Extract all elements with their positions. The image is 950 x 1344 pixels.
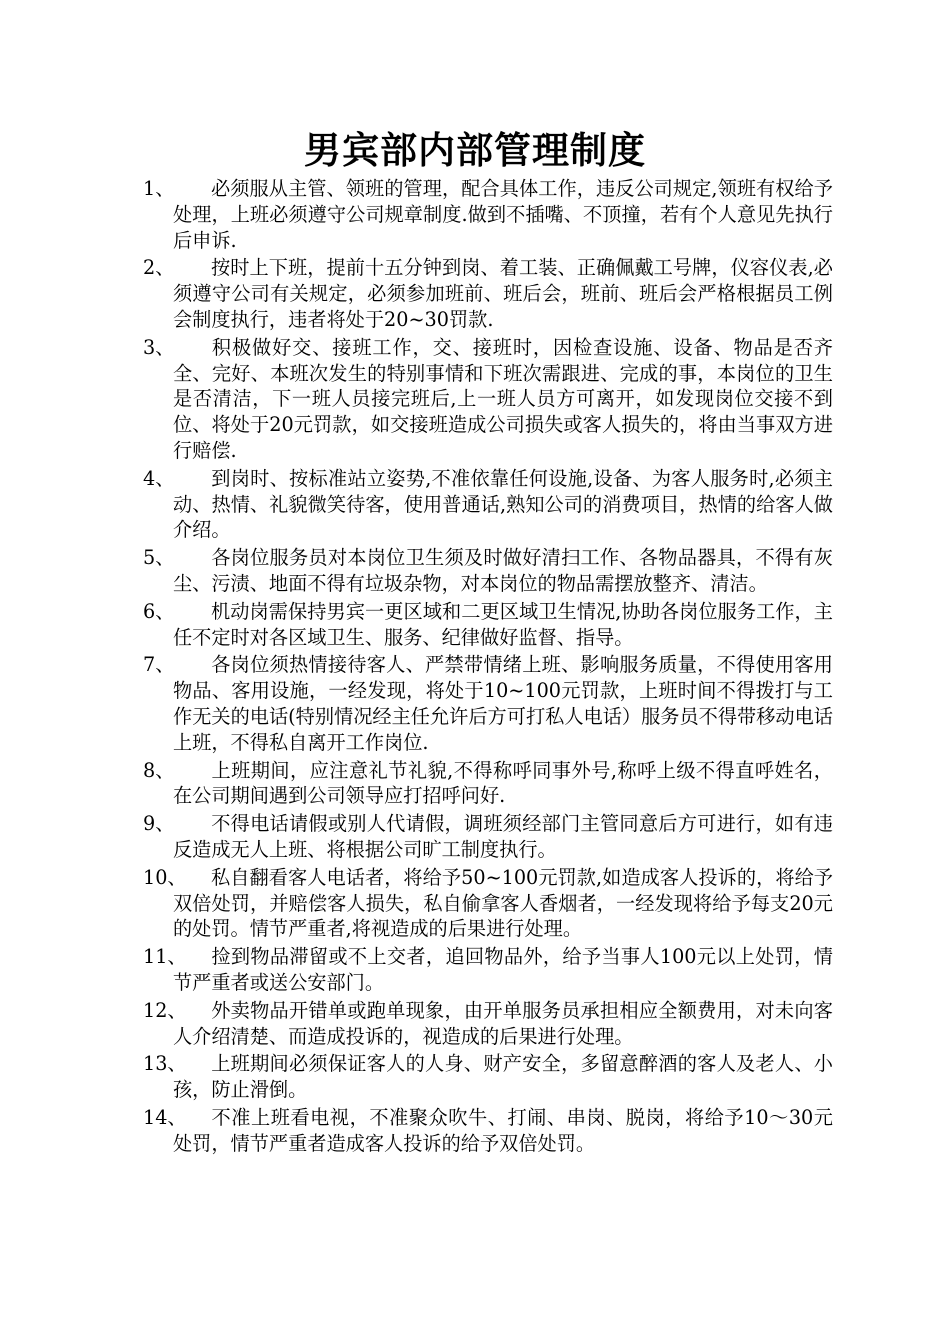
rule-item-12 [143, 998, 833, 1050]
rule-number: 6、 [143, 599, 175, 623]
rule-item-4 [143, 466, 833, 543]
rule-number: 3、 [143, 335, 175, 359]
rule-text: 各岗位须热情接待客人、严禁带情绪上班、影响服务质量，不得使用客用物品、客用设施，一经发现，将处于10~100元罚款，上班时间不得拨打与工作无关的电话(特别情况经主任允许后方可打私人电话）服务员不得带移动电话上班，不得私自离开工作岗位. [173, 653, 833, 754]
rule-number: 12、 [143, 998, 187, 1022]
rule-number: 4、 [143, 466, 175, 490]
rule-text: 积极做好交、接班工作，交、接班时，因检查设施、设备、物品是否齐全、完好、本班次发生的特别事情和下班次需跟进、完成的事，本岗位的卫生是否清洁，下一班人员接完班后,上一班人员方可离开，如发现岗位交接不到位、将处于20元罚款，如交接班造成公司损失或客人损失的，将由当事双方进行赔偿. [173, 335, 833, 462]
rule-number: 7、 [143, 653, 175, 677]
rule-text: 不得电话请假或别人代请假，调班须经部门主管同意后方可进行，如有违反造成无人上班、将根据公司旷工制度执行。 [173, 812, 833, 861]
rule-text: 捡到物品滞留或不上交者，追回物品外，给予当事人100元以上处罚，情节严重者或送公安部门。 [173, 945, 833, 994]
rule-number: 8、 [143, 758, 175, 782]
rule-text: 私自翻看客人电话者，将给予50~100元罚款,如造成客人投诉的，将给予双倍处罚，并赔偿客人损失，私自偷拿客人香烟者，一经发现将给予每支20元的处罚。情节严重者,将视造成的后果进行处理。 [173, 865, 833, 941]
rules-list [143, 176, 833, 1158]
rule-text: 机动岗需保持男宾一更区域和二更区域卫生情况,协助各岗位服务工作，主任不定时对各区域卫生、服务、纪律做好监督、指导。 [173, 599, 833, 649]
rule-text: 按时上下班，提前十五分钟到岗、着工装、正确佩戴工号牌，仪容仪表,必须遵守公司有关规定，必须参加班前、班后会，班前、班后会严格根据员工例会制度执行，违者将处于20~30罚款. [173, 256, 833, 331]
rule-number: 14、 [143, 1105, 187, 1129]
rule-text: 各岗位服务员对本岗位卫生须及时做好清扫工作、各物品器具，不得有灰尘、污渍、地面不得有垃圾杂物，对本岗位的物品需摆放整齐、清洁。 [173, 546, 833, 595]
rule-text: 外卖物品开错单或跑单现象，由开单服务员承担相应全额费用，对未向客人介绍清楚、而造成投诉的，视造成的后果进行处理。 [173, 998, 833, 1048]
rule-item-10 [143, 865, 833, 942]
rule-item-6 [143, 599, 833, 651]
rule-number: 2、 [143, 256, 175, 280]
rule-number: 13、 [143, 1052, 187, 1076]
rule-item-2 [143, 255, 833, 332]
rule-text: 到岗时、按标准站立姿势,不准依靠任何设施,设备、为客人服务时,必须主动、热情、礼貌微笑待客，使用普通话,熟知公司的消费项目，热情的给客人做介绍。 [173, 466, 833, 542]
rule-item-14 [143, 1105, 833, 1157]
rule-text: 上班期间必须保证客人的人身、财产安全，多留意醉酒的客人及老人、小孩，防止滑倒。 [173, 1052, 833, 1102]
rule-item-8 [143, 758, 833, 810]
rule-item-5 [143, 545, 833, 597]
rule-item-1 [143, 176, 833, 253]
rule-item-7 [143, 652, 833, 755]
document-title: 男宾部内部管理制度 [304, 128, 646, 172]
rule-number: 1、 [143, 177, 175, 200]
rule-item-9 [143, 811, 833, 863]
rule-item-13 [143, 1051, 833, 1103]
rule-number: 5、 [143, 546, 175, 570]
rule-number: 11、 [143, 945, 187, 969]
rule-number: 9、 [143, 812, 175, 836]
rule-item-11 [143, 944, 833, 996]
rule-item-3 [143, 335, 833, 464]
rule-text: 必须服从主管、领班的管理，配合具体工作，违反公司规定,领班有权给予处理，上班必须遵守公司规章制度.做到不插嘴、不顶撞，若有个人意见先执行后申诉. [173, 177, 833, 252]
rule-number: 10、 [143, 865, 187, 889]
rule-text: 不准上班看电视，不准聚众吹牛、打闹、串岗、脱岗，将给予10～30元处罚，情节严重者造成客人投诉的给予双倍处罚。 [173, 1105, 833, 1155]
rule-text: 上班期间，应注意礼节礼貌,不得称呼同事外号,称呼上级不得直呼姓名，在公司期间遇到公司领导应打招呼问好. [173, 758, 833, 808]
